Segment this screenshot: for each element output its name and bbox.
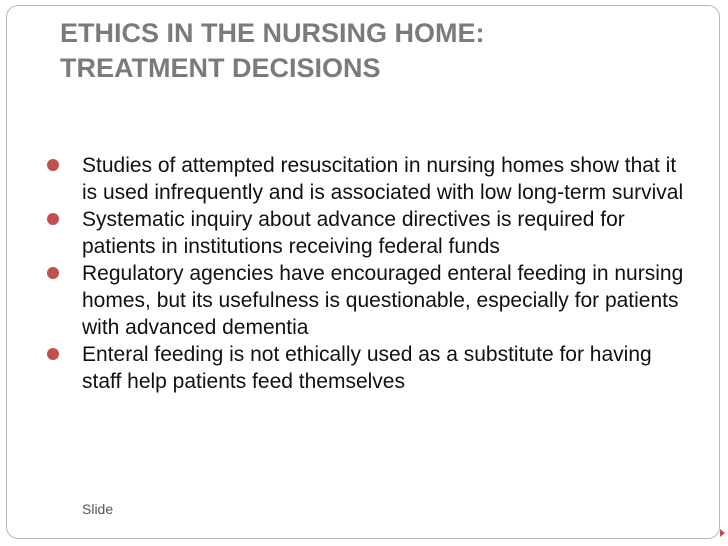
bullet-dot-icon <box>47 159 59 171</box>
bullet-dot-icon <box>47 267 59 279</box>
bullet-item <box>44 152 684 206</box>
bullet-item <box>44 341 684 395</box>
slide-footer: Slide <box>82 501 114 517</box>
bullet-list <box>44 152 684 395</box>
bullet-text: Enteral feeding is not ethically used as a substitute for having staff help patients feed themselves <box>82 343 652 393</box>
slide-title <box>60 16 680 86</box>
bullet-text: Studies of attempted resuscitation in nursing homes show that it is used infrequently and is associated with low long-term survival <box>82 154 684 204</box>
corner-triangle-icon <box>720 529 725 537</box>
bullet-dot-icon <box>47 213 59 225</box>
bullet-text: Regulatory agencies have encouraged enteral feeding in nursing homes, but its usefulness is questionable, especially for patients with advanced dementia <box>82 262 684 339</box>
bullet-text: Systematic inquiry about advance directives is required for patients in institutions receiving federal funds <box>82 208 625 258</box>
bullet-item <box>44 260 684 341</box>
bullet-dot-icon <box>47 348 59 360</box>
title-line-1: ETHICS IN THE NURSING HOME: <box>60 18 485 48</box>
title-line-2: TREATMENT DECISIONS <box>60 53 381 83</box>
bullet-item <box>44 206 684 260</box>
